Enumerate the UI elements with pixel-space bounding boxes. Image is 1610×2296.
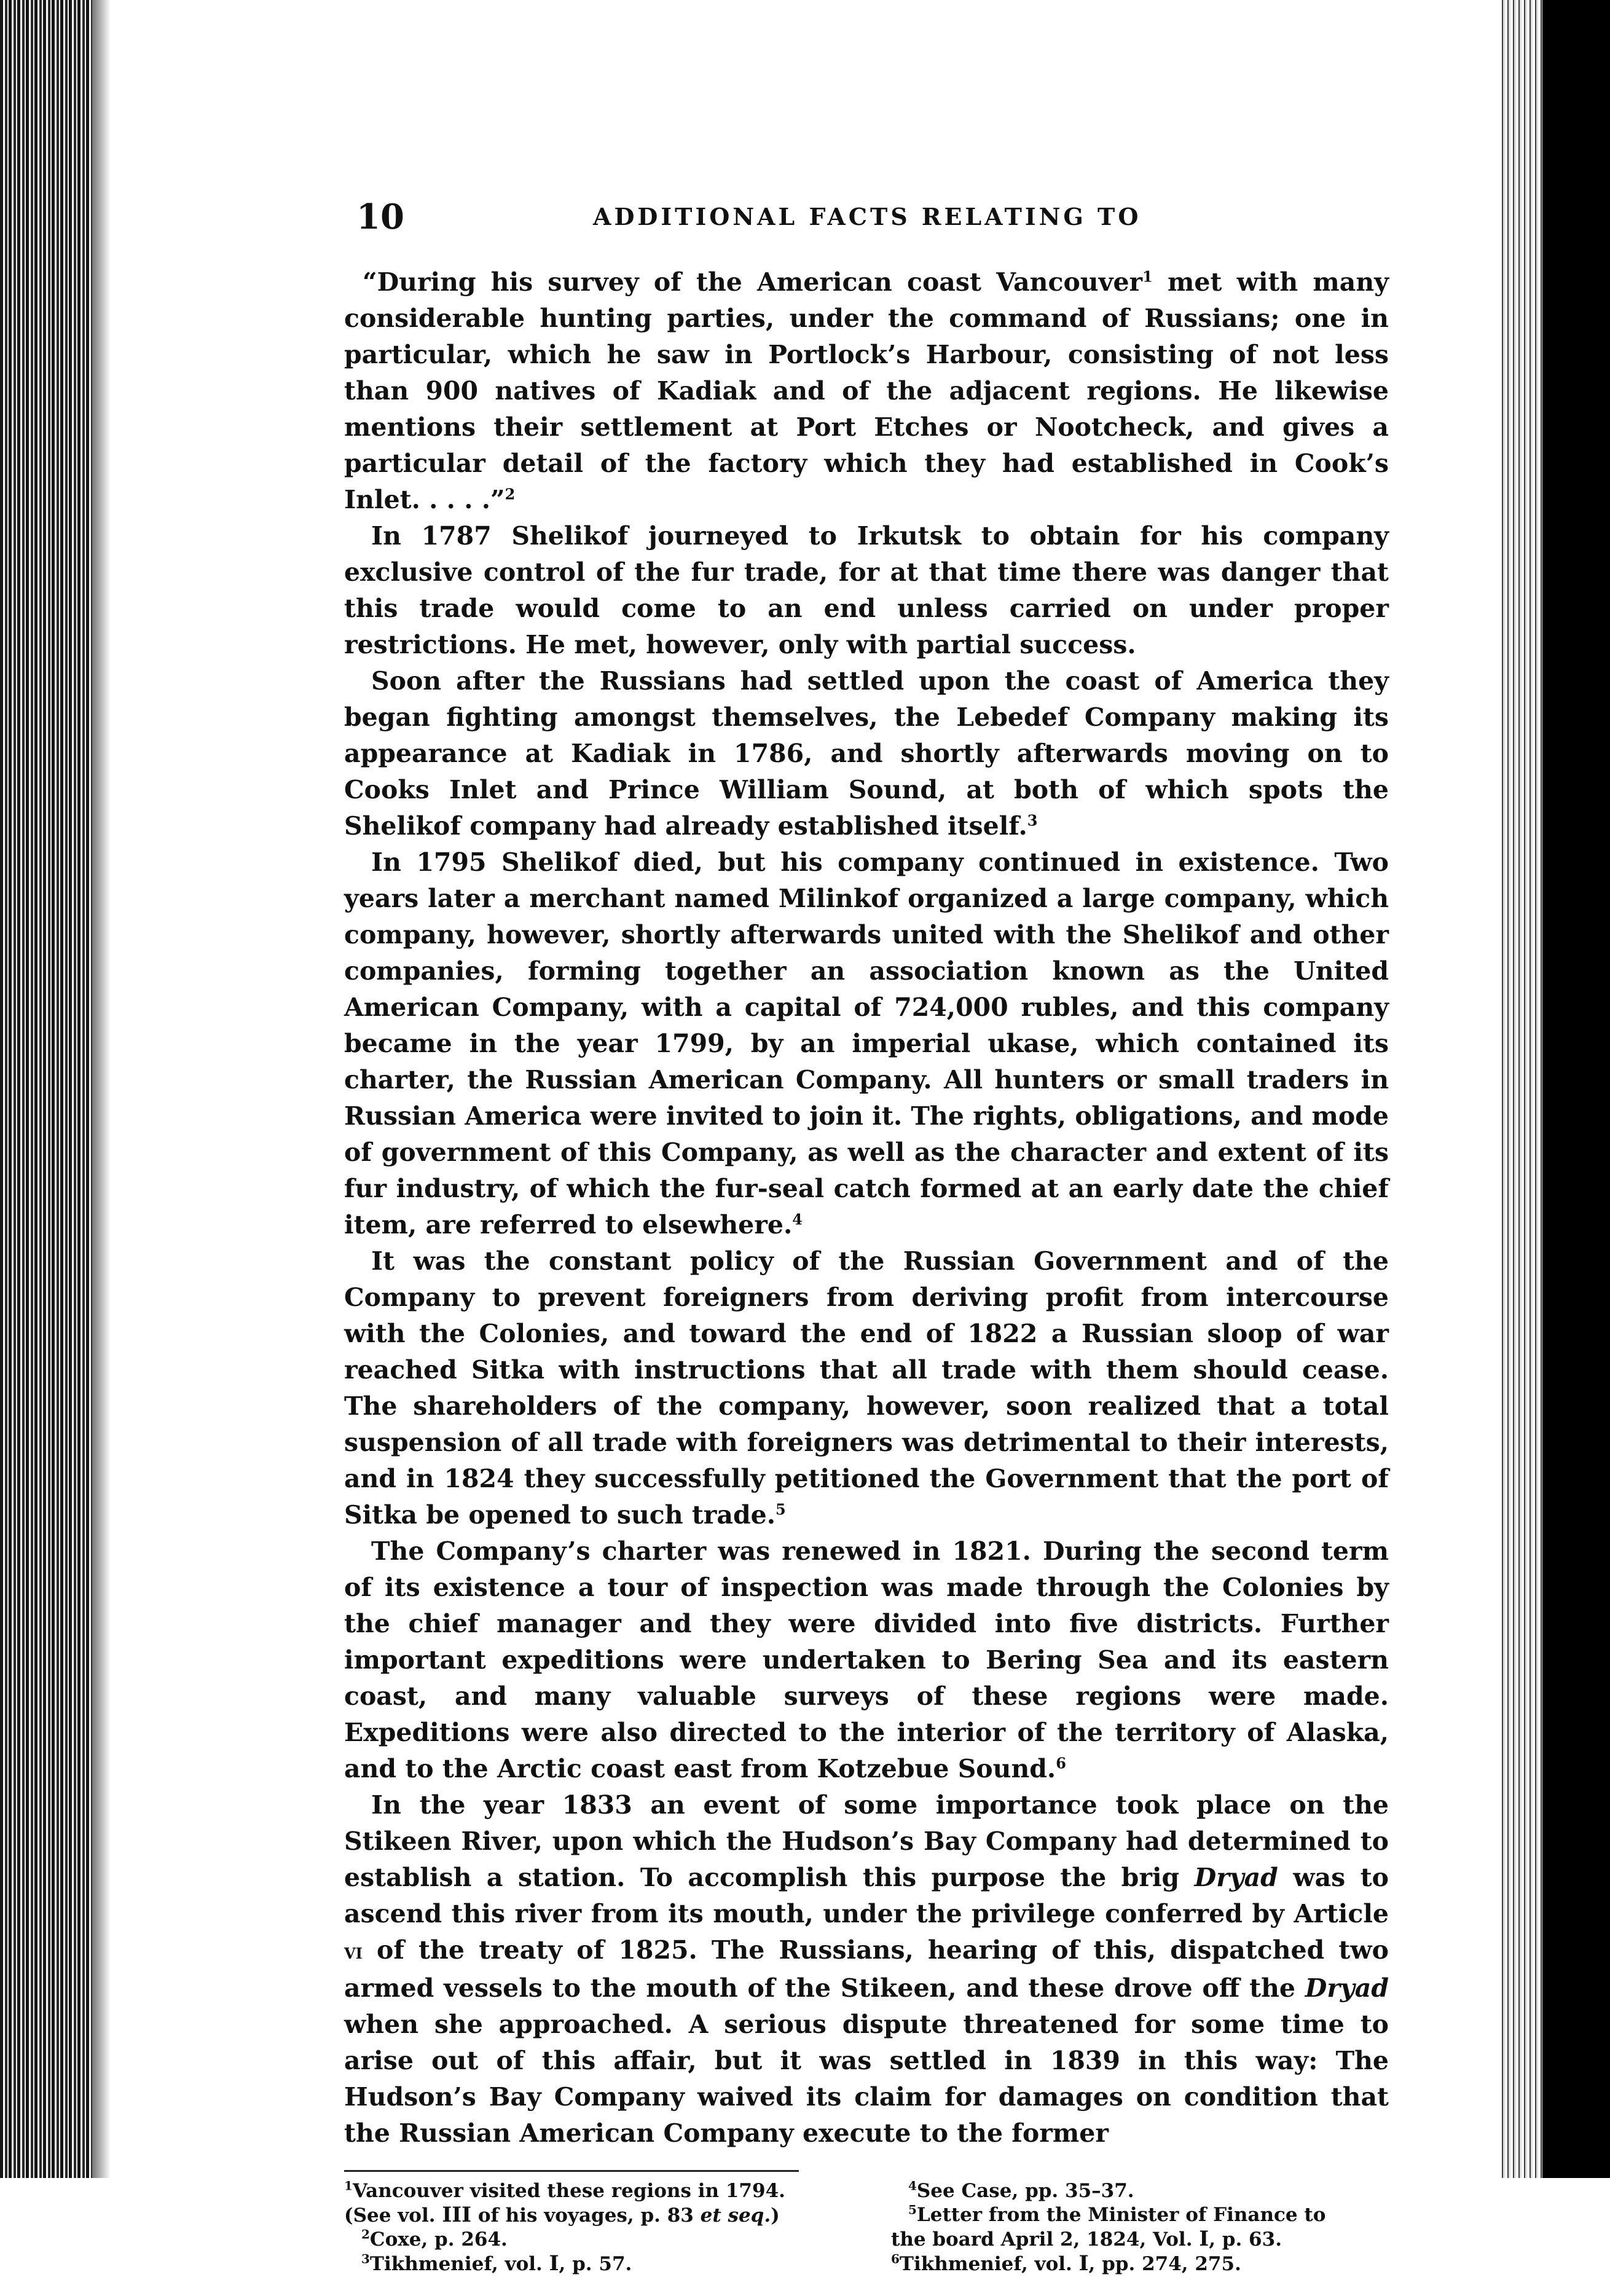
gutter-shadow [92,0,111,2178]
ship-name-dryad-2: Dryad [1305,1973,1389,2003]
paragraph-3-text: Soon after the Russians had settled upon the coast of America they began fighting amongst themselves, the Lebedef Company making its appearance at Kadiak in 1786, and shortly afterwards moving on to Cooks Inlet and Prince William Sound, at both of which spots the Shelikof company had already established itself. [344,666,1389,841]
footnote-5-volume: I [1199,2227,1209,2251]
footnote-2-number: 2 [361,2227,370,2242]
book-edge-left [0,0,92,2178]
footnote-3-text-a: Tikhmenief, vol. [369,2253,549,2275]
book-page [344,184,1389,2296]
article-numeral: vi [344,1940,363,1964]
paragraph-6-text: The Company’s charter was renewed in 1821. During the second term of its existence a tour of inspection was made through the Colonies by the chief manager and they were divided into five districts. Further important expeditions were undertaken to Bering Sea and its eastern coast, and many valuable surveys of these regions were made. Expeditions were also directed to the interior of the territory of Alaska, and to the Arctic coast east from Kotzebue Sound. [344,1536,1389,1783]
running-head: ADDITIONAL FACTS RELATING TO [593,203,1142,230]
paragraph-1 [344,264,1389,518]
footnote-5-number: 5 [908,2202,917,2217]
footnote-4-number: 4 [908,2178,917,2193]
paragraph-3 [344,663,1389,844]
footnote-3-number: 3 [361,2251,370,2267]
page-number: 10 [356,197,404,237]
footnote-1-continued [344,2203,885,2228]
footnote-4-text: See Case, pp. 35–37. [916,2180,1134,2202]
footnote-1-number: 1 [344,2178,353,2193]
footnote-1 [344,2179,885,2203]
footnotes-right-column [891,2179,1395,2276]
paragraph-6 [344,1533,1389,1787]
paragraph-4-text: In 1795 Shelikof died, but his company continued in existence. Two years later a merchant named Milinkof organized a large company, which company, however, shortly afterwards united with the Shelikof and other companies, forming together an association known as the United American Company, with a capital of 724,000 rubles, and this company became in the year 1799, by an imperial ukase, which contained its charter, the Russian American Company. All hunters or small traders in Russian America were invited to join it. The rights, obligations, and mode of government of this Company, as well as the character and extent of its fur industry, of which the fur-seal catch formed at an early date the chief item, are referred to elsewhere. [344,847,1389,1240]
paragraph-7-text-a: In the year 1833 an event of some importance took place on the Stikeen River, upon which the Hudson’s Bay Company had determined to establish a station. To accomplish this purpose the brig [344,1790,1389,1892]
paragraph-4 [344,844,1389,1243]
body-text [344,264,1389,2152]
paragraph-5-text: It was the constant policy of the Russian Government and of the Company to prevent foreigners from deriving profit from intercourse with the Colonies, and toward the end of 1822 a Russian sloop of war reached Sitka with instructions that all trade with them should cease. The shareholders of the company, however, soon realized that a total suspension of all trade with foreigners was detrimental to their interests, and in 1824 they successfully petitioned the Government that the port of Sitka be opened to such trade. [344,1246,1389,1530]
footnote-2-text: Coxe, p. 264. [369,2228,508,2251]
footnote-3 [344,2252,885,2276]
footnote-5 [891,2203,1395,2227]
footnote-6-volume: I [1078,2251,1089,2276]
paragraph-7-text-d: when she approached. A serious dispute threatened for some time to arise out of this affair, but it was settled in 1839 in this way: The Hudson’s Bay Company waived its claim for damages on condition that the Russian American Company execute to the former [344,2010,1389,2148]
paragraph-7-text-b: was to ascend this river from its mouth, under the privilege conferred by Article [344,1863,1389,1928]
footnote-3-text-b: , p. 57. [559,2253,632,2275]
footnote-5-line1: Letter from the Minister of Finance to [916,2204,1326,2226]
footnote-rule [344,2170,799,2172]
paragraph-7-text-c: of the treaty of 1825. The Russians, hearing of this, dispatched two armed vessels to the mouth of the Stikeen, and these drove off the [344,1935,1389,2003]
paragraph-1-text-a: “During his survey of the American coast Vancouver [363,267,1143,297]
paragraph-2-text: In 1787 Shelikof journeyed to Irkutsk to obtain for his company exclusive control of the fur trade, for at that time there was danger that this trade would come to an end unless carried on under proper restrictions. He met, however, only with partial success. [344,521,1389,659]
footnote-5-continued [891,2227,1395,2252]
footnote-ref-5: 5 [775,1500,786,1519]
footnote-ref-6: 6 [1056,1754,1066,1772]
footnote-6 [891,2252,1395,2276]
footnote-ref-1: 1 [1142,267,1153,286]
footnote-1-line2-c: ) [771,2204,780,2227]
footnote-ref-4: 4 [792,1210,803,1229]
footnote-4 [891,2179,1395,2203]
scan-border-right [1542,0,1610,2178]
footnote-ref-3: 3 [1027,811,1038,830]
page-header [344,184,1389,240]
paragraph-5 [344,1243,1389,1533]
paragraph-2 [344,518,1389,663]
footnote-ref-2: 2 [505,485,516,503]
footnote-1-line2-a: (See vol. [344,2204,442,2227]
paragraph-1-text-b: met with many considerable hunting parties, under the command of Russians; one in particular, which he saw in Portlock’s Harbour, consisting of not less than 900 natives of Kadiak and of the adjacent regions. He likewise mentions their settlement at Port Etches or Nootcheck, and gives a particular detail of the factory which they had established in Cook’s Inlet. . . . .” [344,267,1389,514]
page-stack-right [1499,0,1542,2178]
footnote-1-line2-b: of his voyages, p. 83 [471,2204,701,2227]
footnote-5-line2-b: , p. 63. [1209,2228,1282,2251]
footnote-1-et-seq: et seq. [700,2204,771,2227]
footnote-2 [344,2228,885,2252]
ship-name-dryad: Dryad [1194,1863,1278,1892]
paragraph-7 [344,1787,1389,2152]
footnote-6-text-a: Tikhmenief, vol. [899,2253,1079,2275]
footnote-6-number: 6 [891,2251,900,2267]
footnotes [344,2179,1389,2296]
footnotes-left-column [344,2179,885,2276]
footnote-6-text-b: , pp. 274, 275. [1088,2253,1241,2275]
footnote-5-line2-a: the board April 2, 1824, Vol. [891,2228,1200,2251]
footnote-3-volume: I [549,2251,559,2276]
footnote-1-line1: Vancouver visited these regions in 1794. [352,2180,785,2202]
footnote-1-volume: III [442,2203,472,2227]
